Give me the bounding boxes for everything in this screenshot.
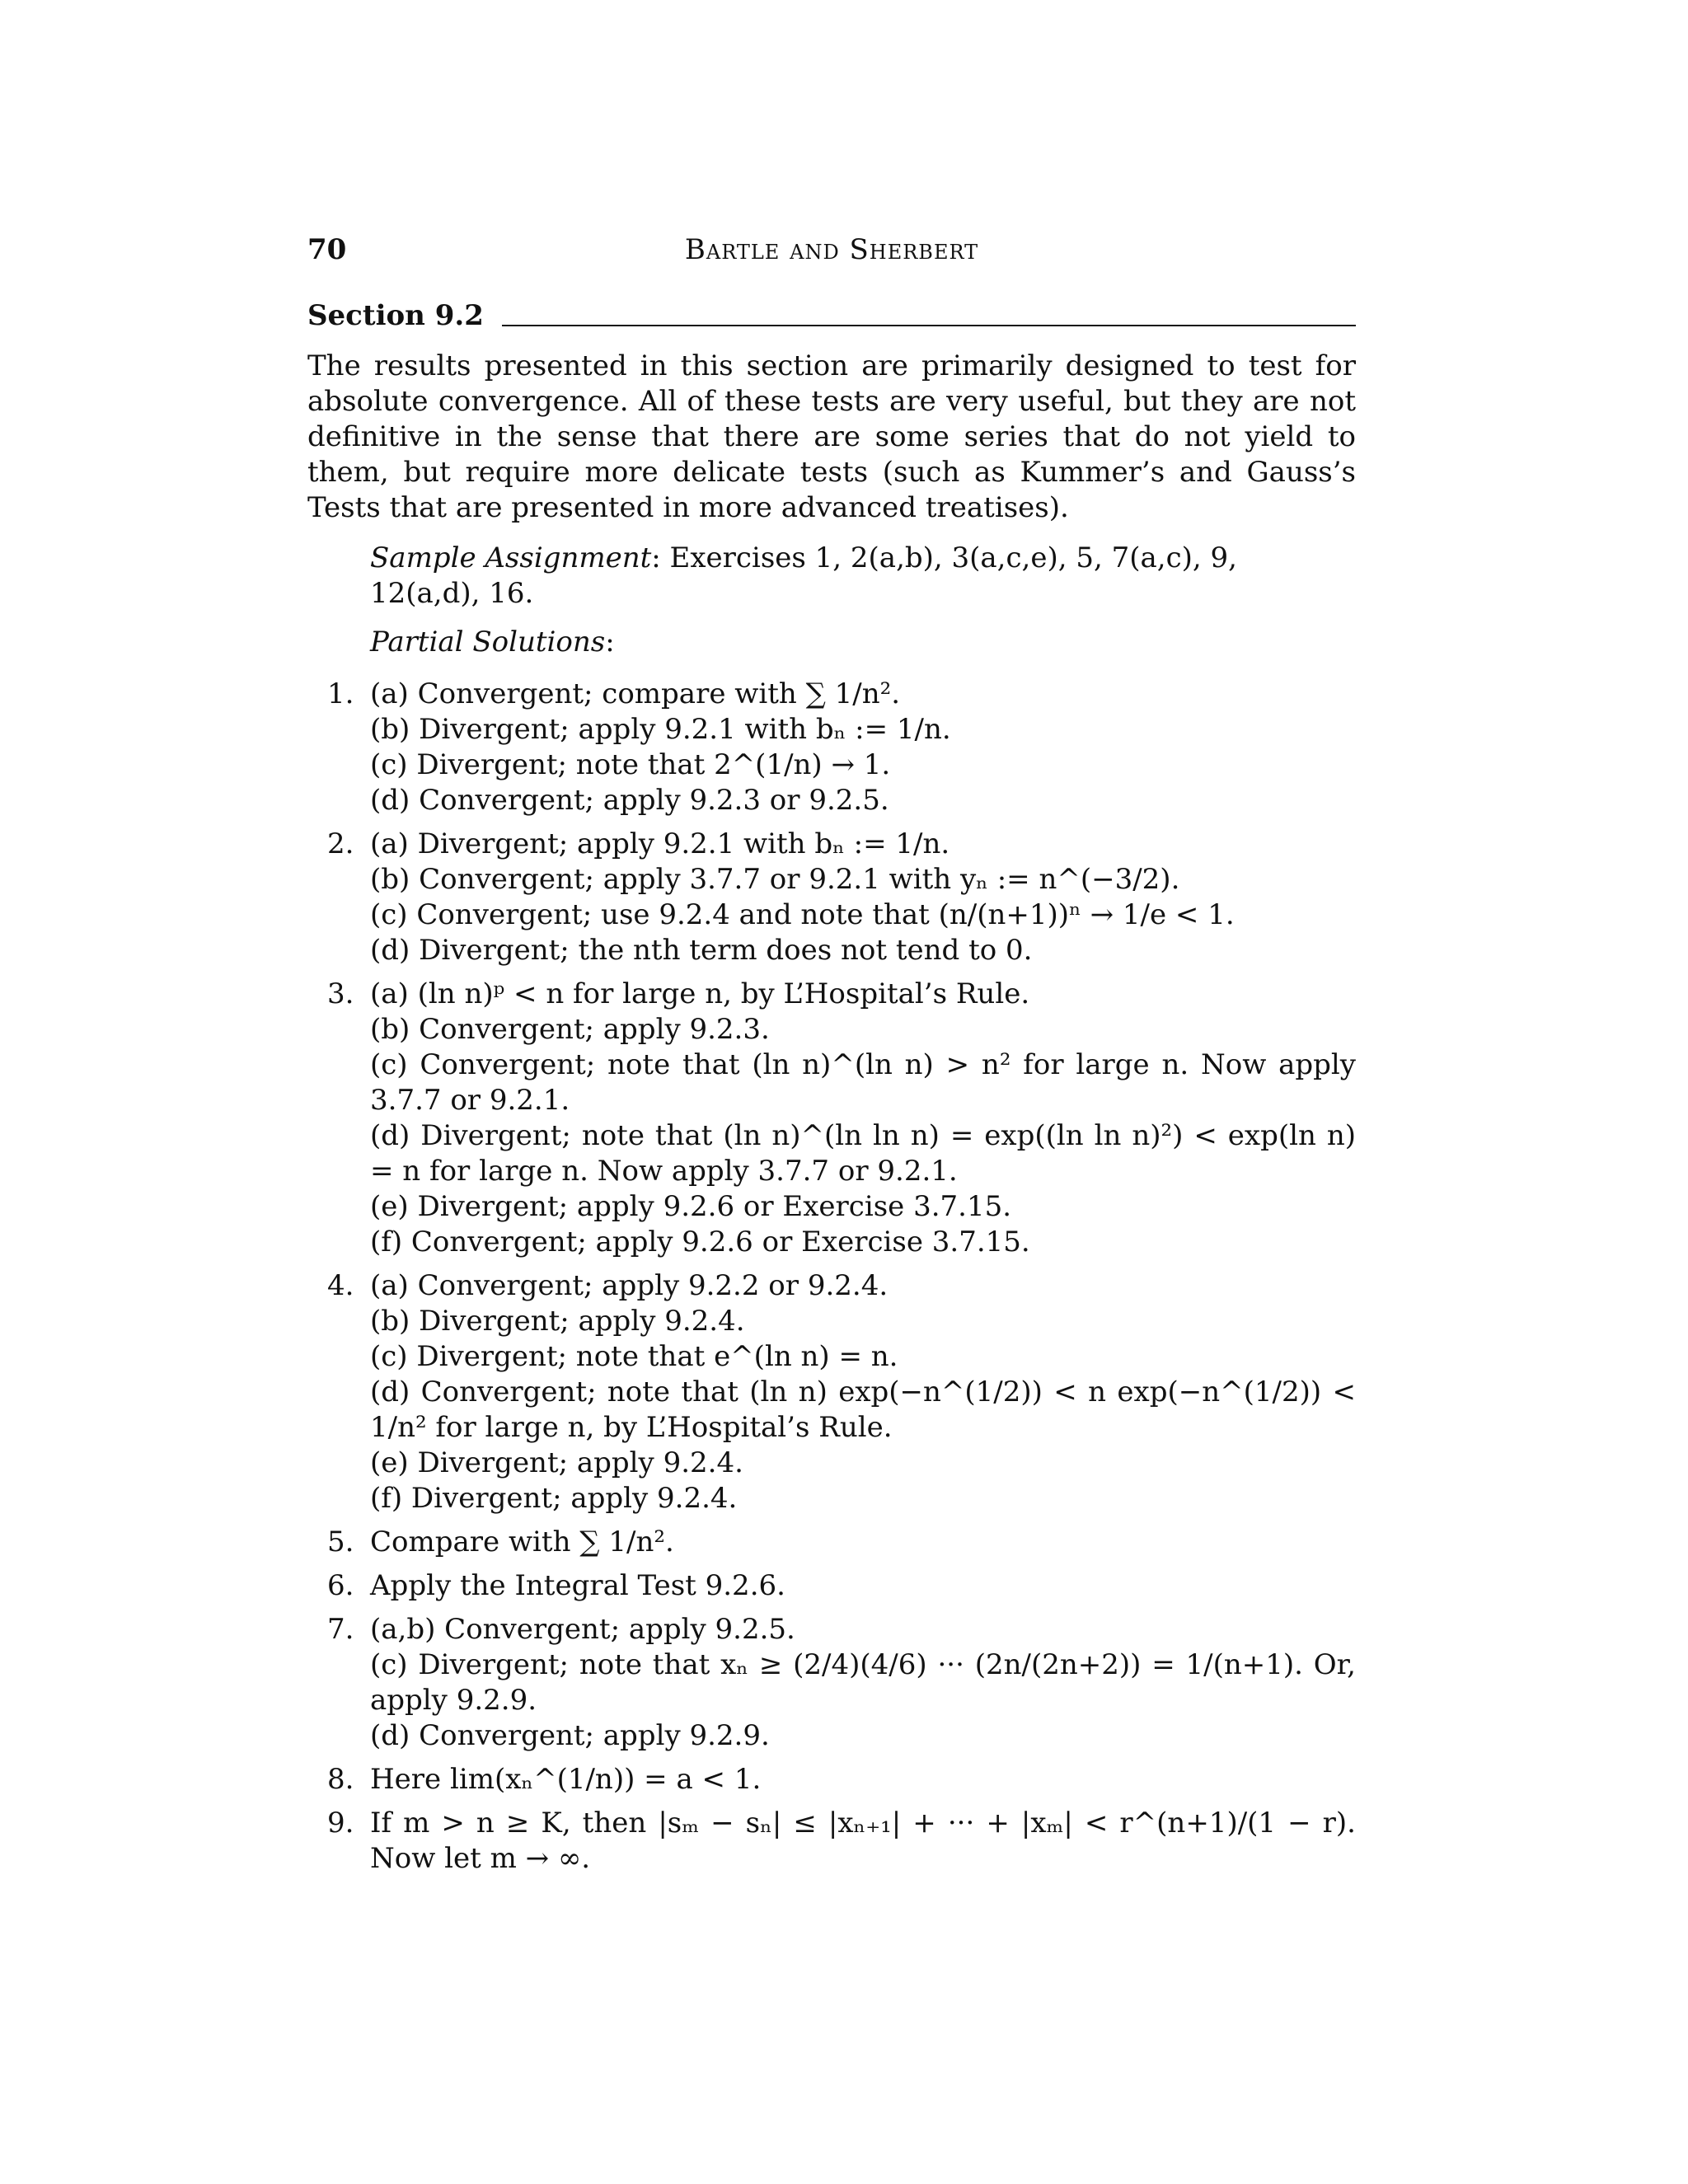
solution-part: (d) Divergent; the nth term does not tend to 0. <box>370 934 1033 967</box>
solution-part: (b) Convergent; apply 9.2.3. <box>370 1013 770 1046</box>
solution-number: 5. <box>327 1526 354 1558</box>
solution-part: (b) Divergent; apply 9.2.1 with bₙ := 1/n. <box>370 713 951 746</box>
solution-number: 2. <box>327 827 354 860</box>
solution-part: (c) Divergent; note that e^(ln n) = n. <box>370 1340 898 1373</box>
document-page <box>307 232 1356 1885</box>
solution-part: (e) Divergent; apply 9.2.4. <box>370 1446 743 1479</box>
solutions-list <box>307 677 1356 1877</box>
solution-part: (c) Divergent; note that xₙ ≥ (2/4)(4/6) ··· (2n/(2n+2)) = 1/(n+1). Or, apply 9.2.9. <box>370 1648 1356 1717</box>
intro-paragraph: The results presented in this section are primarily designed to test for absolute convergence. All of these tests are very useful, but they are not definitive in the sense that there are some series that do not yield to them, but require more delicate tests (such as Kummer’s and Gauss’s Tests that are presented in more advanced treatises). <box>307 349 1356 524</box>
solution-item <box>307 677 1356 818</box>
solution-part: (a) (ln n)ᵖ < n for large n, by L’Hospital’s Rule. <box>370 977 1030 1010</box>
solution-item <box>307 1568 1356 1604</box>
solution-part: (a) Divergent; apply 9.2.1 with bₙ := 1/n. <box>370 827 950 860</box>
solution-part: (d) Convergent; note that (ln n) exp(−n^(1/2)) < n exp(−n^(1/2)) < 1/n² for large n, by L’Hospital’s Rule. <box>370 1376 1356 1444</box>
solution-number: 7. <box>327 1613 354 1646</box>
solution-number: 1. <box>327 677 354 710</box>
solution-number: 3. <box>327 977 354 1010</box>
solution-item <box>307 1525 1356 1560</box>
solution-part: Here lim(xₙ^(1/n)) = a < 1. <box>370 1763 762 1796</box>
solution-part: (c) Divergent; note that 2^(1/n) → 1. <box>370 748 891 781</box>
sample-assignment-text: : Exercises 1, 2(a,b), 3(a,c,e), 5, 7(a,c), 9, 12(a,d), 16. <box>370 541 1237 610</box>
solution-part: (a) Convergent; apply 9.2.2 or 9.2.4. <box>370 1269 889 1302</box>
page-header <box>307 232 1356 280</box>
solution-part: Compare with ∑ 1/n². <box>370 1526 674 1558</box>
partial-solutions-heading <box>370 625 1356 660</box>
solution-part: (a,b) Convergent; apply 9.2.5. <box>370 1613 795 1646</box>
running-head: Bartle and Sherbert <box>684 233 979 266</box>
sample-assignment-label: Sample Assignment <box>370 541 652 574</box>
solution-part: (d) Convergent; apply 9.2.9. <box>370 1719 770 1752</box>
section-heading <box>307 298 1356 334</box>
solution-number: 8. <box>327 1763 354 1796</box>
section-rule <box>502 325 1356 326</box>
solution-part: (b) Convergent; apply 3.7.7 or 9.2.1 with yₙ := n^(−3/2). <box>370 863 1180 896</box>
solution-item <box>307 977 1356 1260</box>
solution-part: (e) Divergent; apply 9.2.6 or Exercise 3.7.15. <box>370 1190 1012 1223</box>
solution-item <box>307 1612 1356 1754</box>
solution-item <box>307 1806 1356 1877</box>
partial-solutions-colon: : <box>605 626 615 658</box>
solution-part: (d) Convergent; apply 9.2.3 or 9.2.5. <box>370 784 889 817</box>
partial-solutions-label: Partial Solutions <box>370 626 606 658</box>
sample-assignment <box>370 541 1356 612</box>
solution-part: (f) Divergent; apply 9.2.4. <box>370 1482 738 1515</box>
solution-part: (f) Convergent; apply 9.2.6 or Exercise 3.7.15. <box>370 1226 1030 1258</box>
solution-item <box>307 1762 1356 1797</box>
solution-part: Apply the Integral Test 9.2.6. <box>370 1569 785 1602</box>
solution-part: (b) Divergent; apply 9.2.4. <box>370 1305 745 1338</box>
solution-number: 4. <box>327 1269 354 1302</box>
solution-part: (d) Divergent; note that (ln n)^(ln ln n) = exp((ln ln n)²) < exp(ln n) = n for large n. Now apply 3.7.7 or 9.2.1. <box>370 1119 1356 1188</box>
section-title: Section 9.2 <box>307 299 484 332</box>
page-number: 70 <box>307 233 347 266</box>
solution-item <box>307 827 1356 968</box>
solution-part: (c) Convergent; use 9.2.4 and note that (n/(n+1))ⁿ → 1/e < 1. <box>370 898 1235 931</box>
solution-number: 9. <box>327 1807 354 1840</box>
solution-number: 6. <box>327 1569 354 1602</box>
solution-part: If m > n ≥ K, then |sₘ − sₙ| ≤ |xₙ₊₁| + ··· + |xₘ| < r^(n+1)/(1 − r). Now let m → ∞. <box>370 1807 1356 1875</box>
solution-part: (c) Convergent; note that (ln n)^(ln n) > n² for large n. Now apply 3.7.7 or 9.2.1. <box>370 1048 1356 1117</box>
solution-item <box>307 1268 1356 1516</box>
solution-part: (a) Convergent; compare with ∑ 1/n². <box>370 677 901 710</box>
